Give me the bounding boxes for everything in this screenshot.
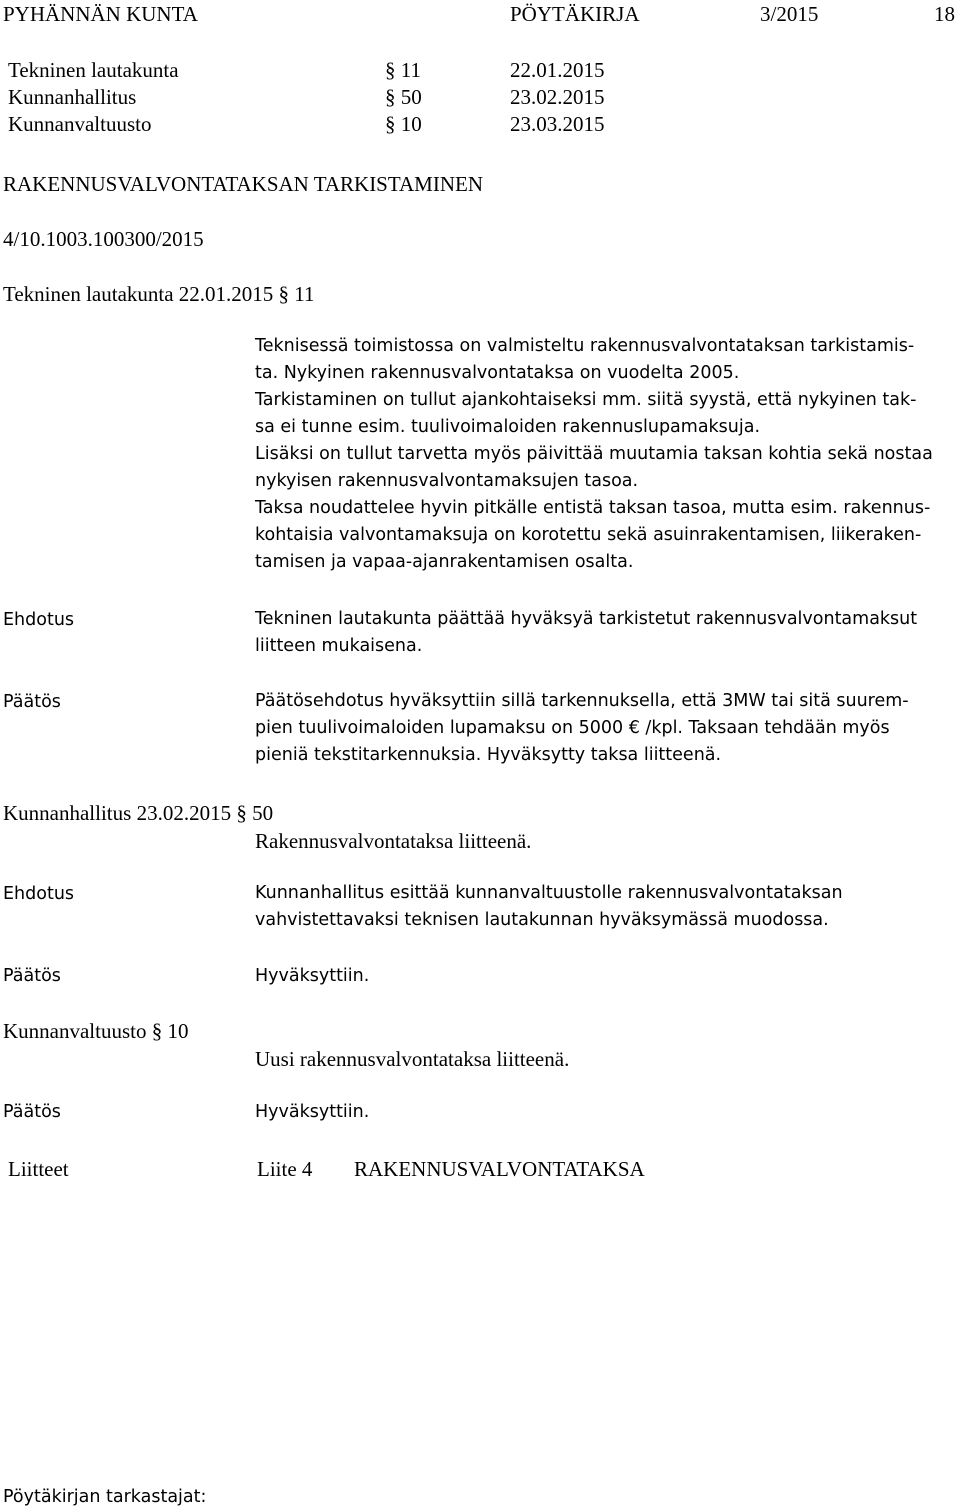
document-title: RAKENNUSVALVONTATAKSAN TARKISTAMINEN xyxy=(3,172,483,196)
proposal-label: Ehdotus xyxy=(3,610,75,630)
tekninen-proposal xyxy=(255,606,960,660)
page-number: 18 xyxy=(934,2,955,26)
tekninen-intro xyxy=(255,333,960,576)
reference-number: 4/10.1003.100300/2015 xyxy=(3,227,204,251)
proceeding-body: Kunnanvaltuusto xyxy=(8,112,152,136)
kunnanvaltuusto-decision: Hyväksyttiin. xyxy=(255,1102,370,1122)
proceeding-section: § 50 xyxy=(385,85,422,109)
kunnanhallitus-note: Rakennusvalvontataksa liitteenä. xyxy=(255,829,532,853)
text-line: Taksa noudattelee hyvin pitkälle entistä taksan tasoa, mutta esim. rakennus- xyxy=(255,498,931,518)
text-line: liitteen mukaisena. xyxy=(255,636,423,656)
text-line: vahvistettavaksi teknisen lautakunnan hyväksymässä muodossa. xyxy=(255,910,829,930)
kunnanhallitus-heading: Kunnanhallitus 23.02.2015 § 50 xyxy=(3,801,274,825)
proposal-label: Ehdotus xyxy=(3,884,75,904)
kunnanvaltuusto-note: Uusi rakennusvalvontataksa liitteenä. xyxy=(255,1047,570,1071)
text-line: sa ei tunne esim. tuulivoimaloiden rakennuslupamaksuja. xyxy=(255,417,761,437)
decision-label: Päätös xyxy=(3,692,61,712)
text-line: Tekninen lautakunta päättää hyväksyä tarkistetut rakennusvalvontamaksut xyxy=(255,609,918,629)
proceeding-date: 23.03.2015 xyxy=(510,112,605,136)
proceeding-body: Kunnanhallitus xyxy=(8,85,137,109)
proceeding-body: Tekninen lautakunta xyxy=(8,58,179,82)
proceeding-date: 22.01.2015 xyxy=(510,58,605,82)
attachment-name: RAKENNUSVALVONTATAKSA xyxy=(354,1157,645,1181)
text-line: Tarkistaminen on tullut ajankohtaiseksi mm. siitä syystä, että nykyinen tak- xyxy=(255,390,917,410)
decision-label: Päätös xyxy=(3,1102,61,1122)
text-line: pieniä tekstitarkennuksia. Hyväksytty taksa liitteenä. xyxy=(255,745,722,765)
tekninen-heading: Tekninen lautakunta 22.01.2015 § 11 xyxy=(3,282,315,306)
kunnanhallitus-decision: Hyväksyttiin. xyxy=(255,966,370,986)
text-line: kohtaisia valvontamaksuja on korotettu sekä asuinrakentamisen, liikeraken- xyxy=(255,525,922,545)
text-line: Päätösehdotus hyväksyttiin sillä tarkennuksella, että 3MW tai sitä suurem- xyxy=(255,691,909,711)
text-line: Lisäksi on tullut tarvetta myös päivittää muutamia taksan kohtia sekä nostaa xyxy=(255,444,933,464)
text-line: Teknisessä toimistossa on valmisteltu rakennusvalvontataksan tarkistamis- xyxy=(255,336,915,356)
municipality-name: PYHÄNNÄN KUNTA xyxy=(3,2,198,26)
tekninen-decision xyxy=(255,688,960,769)
text-line: pien tuulivoimaloiden lupamaksu on 5000 € /kpl. Taksaan tehdään myös xyxy=(255,718,890,738)
reviewers-label: Pöytäkirjan tarkastajat: xyxy=(3,1487,207,1507)
text-line: ta. Nykyinen rakennusvalvontataksa on vuodelta 2005. xyxy=(255,363,740,383)
text-line: Kunnanhallitus esittää kunnanvaltuustolle rakennusvalvontataksan xyxy=(255,883,843,903)
attachments-label: Liitteet xyxy=(8,1157,69,1181)
proceeding-section: § 11 xyxy=(385,58,421,82)
kunnanvaltuusto-heading: Kunnanvaltuusto § 10 xyxy=(3,1019,189,1043)
attachment-id: Liite 4 xyxy=(257,1157,313,1181)
decision-label: Päätös xyxy=(3,966,61,986)
proceeding-date: 23.02.2015 xyxy=(510,85,605,109)
kunnanhallitus-proposal xyxy=(255,880,960,934)
proceeding-section: § 10 xyxy=(385,112,422,136)
text-line: tamisen ja vapaa-ajanrakentamisen osalta. xyxy=(255,552,634,572)
document-type: PÖYTÄKIRJA xyxy=(510,2,640,26)
text-line: nykyisen rakennusvalvontamaksujen tasoa. xyxy=(255,471,639,491)
document-number: 3/2015 xyxy=(760,2,819,26)
